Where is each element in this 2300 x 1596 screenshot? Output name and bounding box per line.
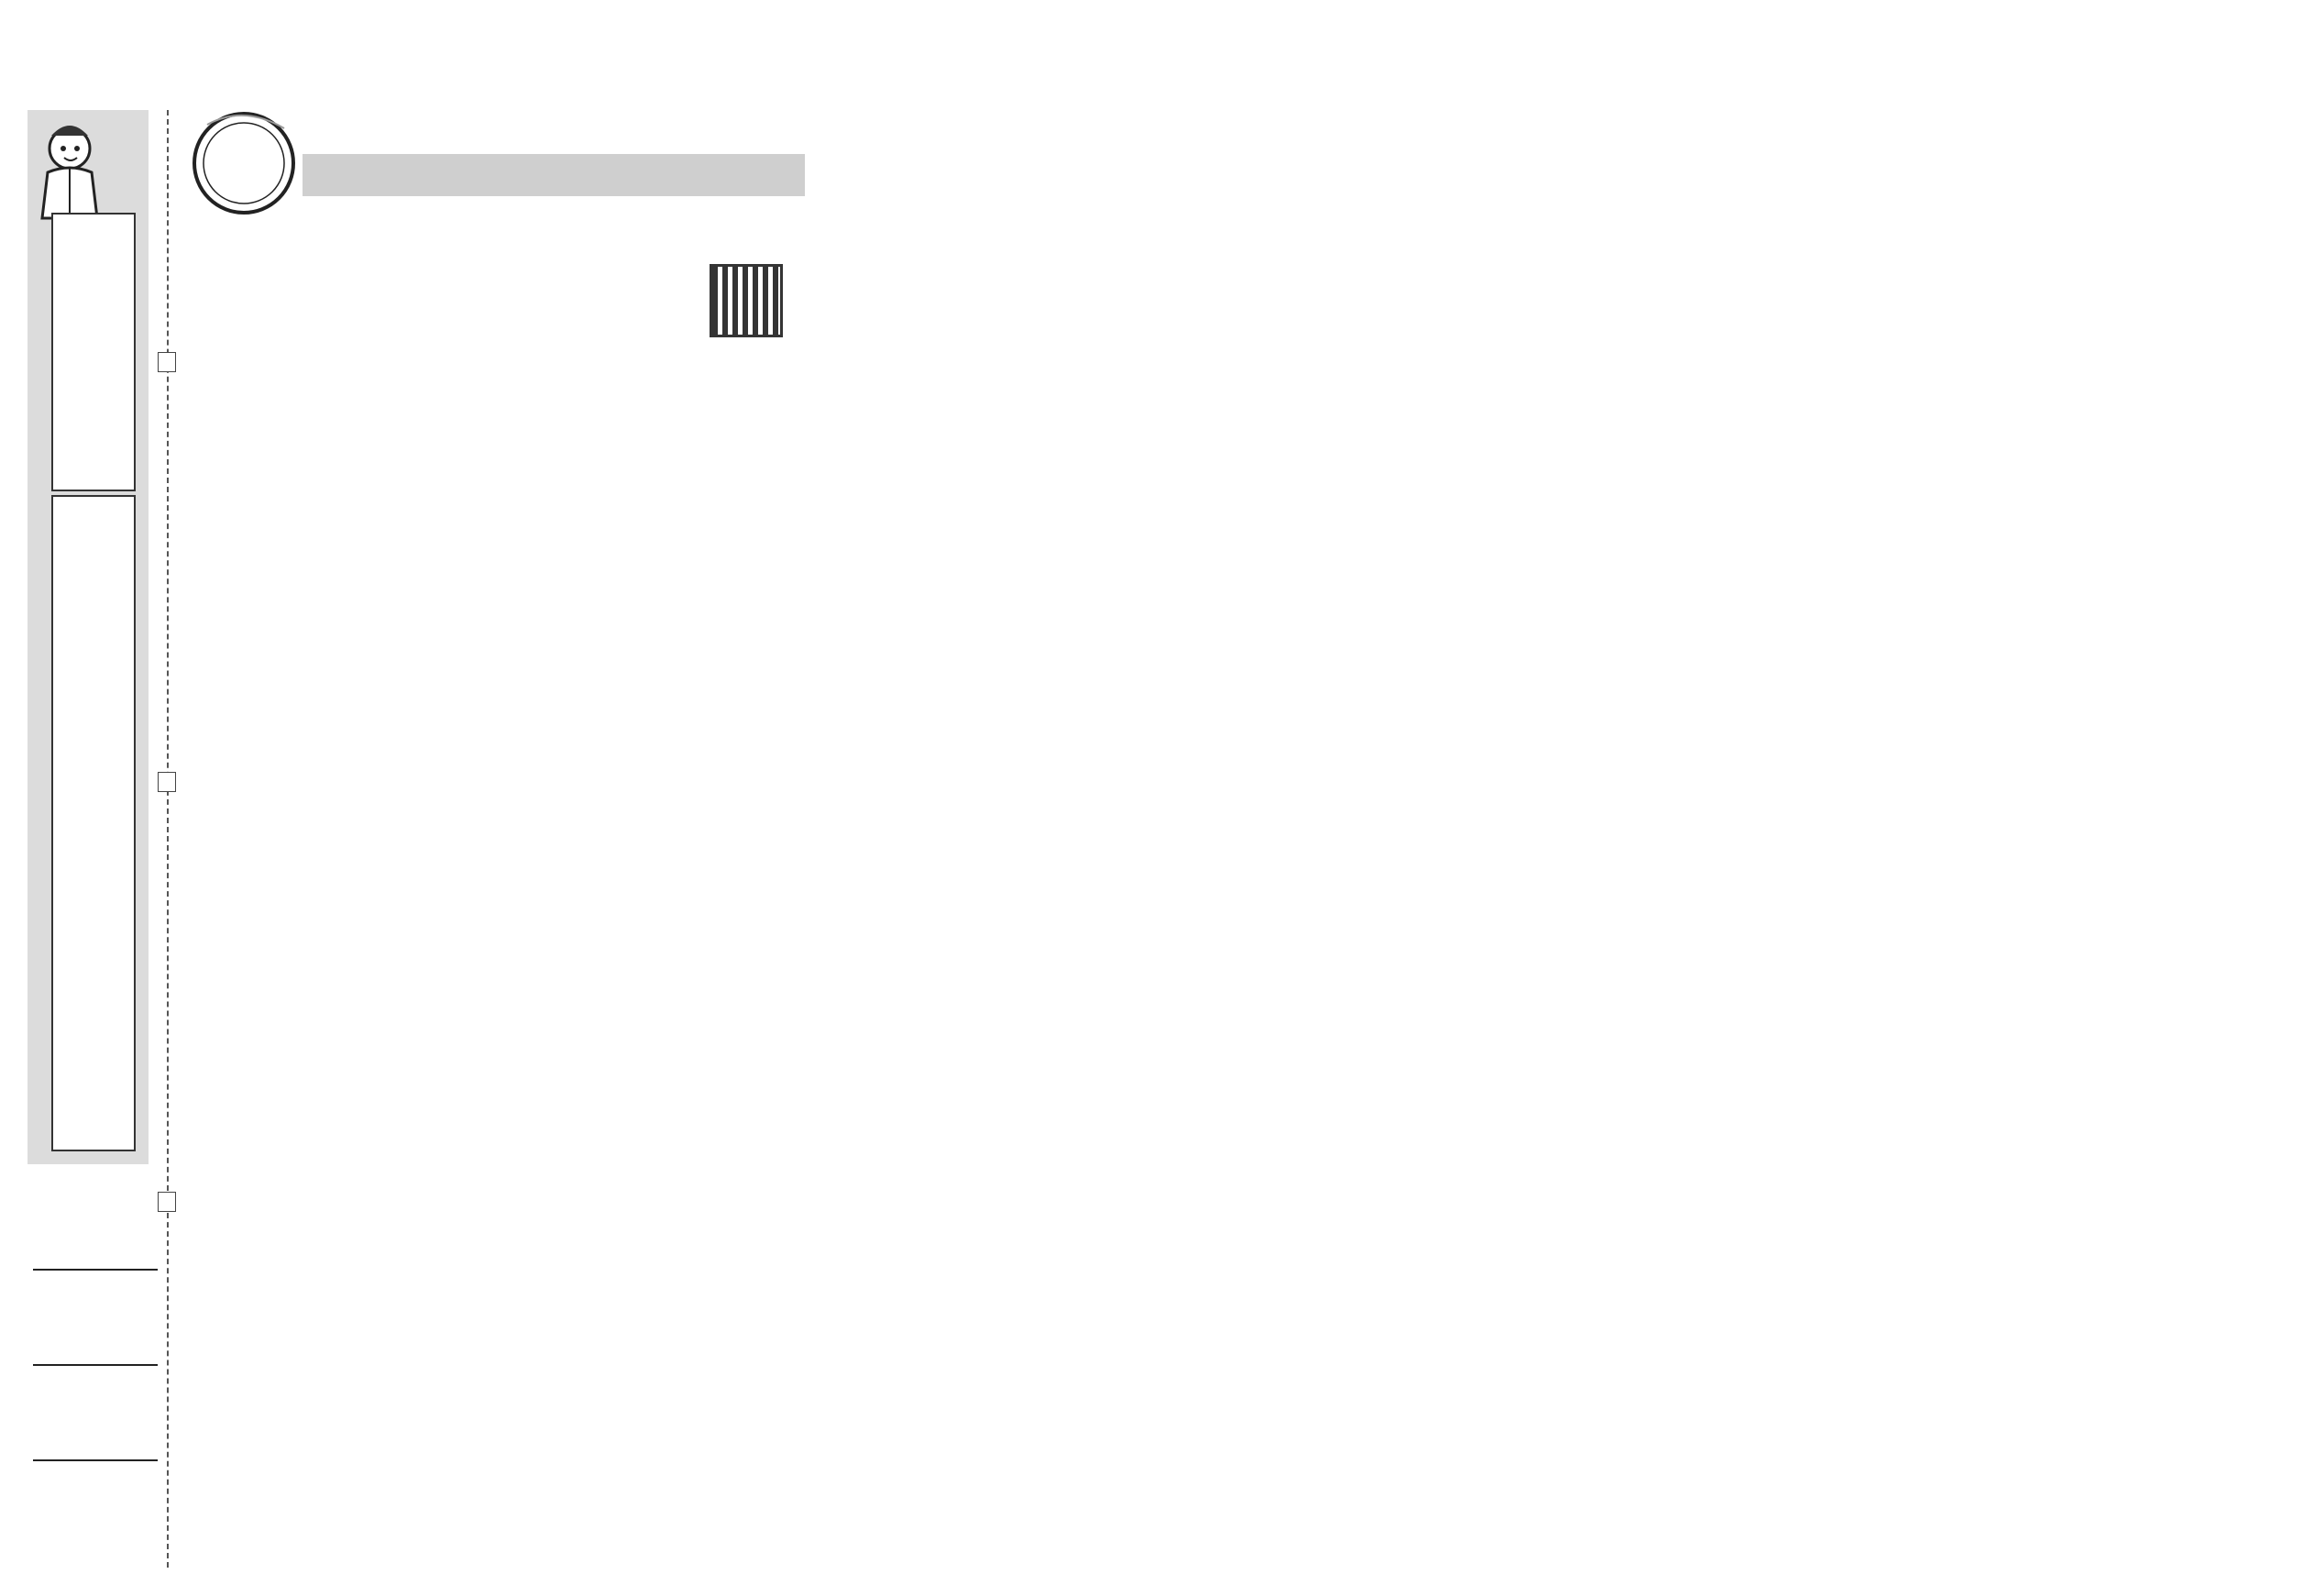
quote-box <box>51 213 136 491</box>
binding-mark <box>158 352 176 372</box>
binding-mark <box>158 1192 176 1212</box>
title-banner <box>303 154 805 196</box>
publisher-logo <box>189 108 299 218</box>
binding-mark <box>158 772 176 792</box>
motto-tag <box>116 114 147 224</box>
page1-column <box>194 350 814 414</box>
section-heading <box>194 350 814 371</box>
binding-line <box>167 110 169 1568</box>
text-line <box>194 393 814 414</box>
scholar-icon <box>31 116 119 226</box>
school-field[interactable] <box>33 1459 158 1461</box>
name-field[interactable] <box>33 1269 158 1271</box>
class-field[interactable] <box>33 1364 158 1366</box>
qr-code[interactable] <box>710 264 783 337</box>
text-line <box>194 371 814 392</box>
review-box <box>51 495 136 1151</box>
